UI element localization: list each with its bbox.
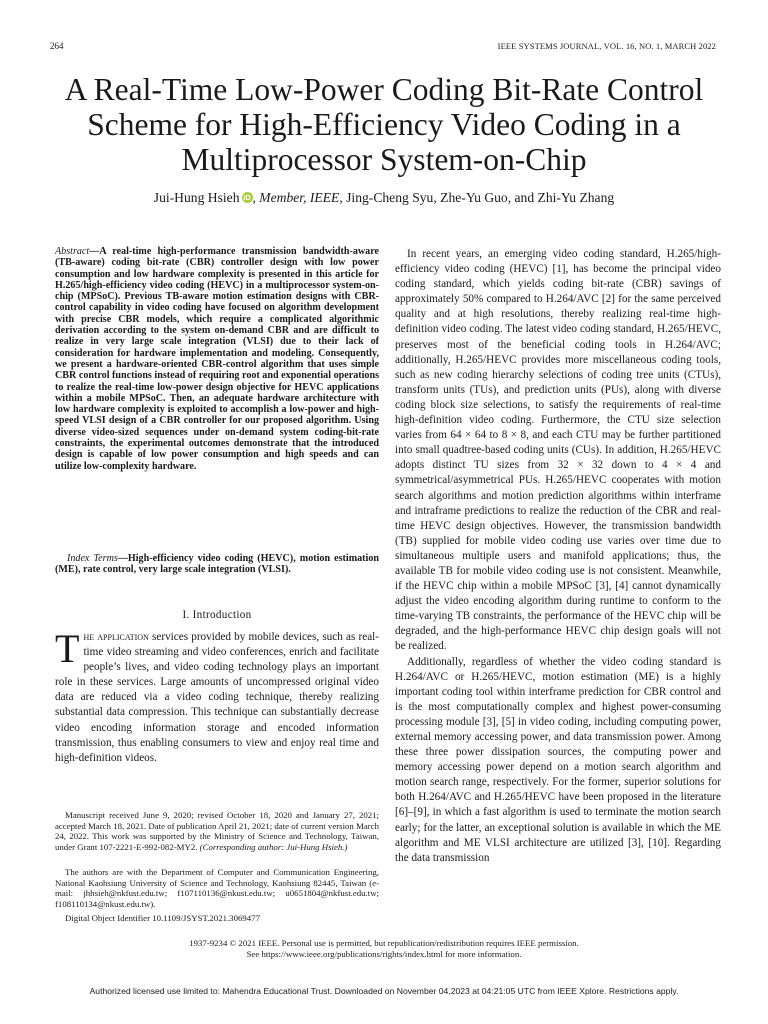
title-line-3: Multiprocessor System-on-Chip <box>181 142 587 177</box>
index-terms-text: —High-efficiency video coding (HEVC), motion estimation (ME), rate control, very large scale integration (VLSI). <box>55 553 379 576</box>
copyright-line-2[interactable]: See https://www.ieee.org/publications/rights/index.html for more information. <box>246 949 522 959</box>
section-heading: I. Introduction <box>182 609 252 621</box>
running-head: IEEE SYSTEMS JOURNAL, VOL. 16, NO. 1, MARCH 2022 <box>497 41 716 51</box>
footnote-received <box>55 810 379 852</box>
author-rest: , Jing-Cheng Syu, Zhe-Yu Guo, and Zhi-Yu Zhang <box>339 190 615 205</box>
right-column <box>395 247 721 866</box>
abstract-text: —A real-time high-performance transmission bandwidth-aware (TB-aware) coding bit-rate (CBR) controller design with low power consumption and low hardware complexity is presented in this article for H.265/high-efficiency video coding (HEVC) in a multiprocessor system-on-chip (MPSoC). Previous TB-aware motion estimation designs with CBR-control capability in video coding have focused on algorithm development with precise CBR models, which require a complicated algorithmic derivation according to the system on-demand CBR and are difficult to realize in very large scale integration (VLSI) due to their lack of consideration for hardware implementation and modeling. Consequently, we present a hardware-oriented CBR-control algorithm that uses simple CBR control functions instead of requiring root and exponential operations to realize the real-time low-power design objective for HEVC applications within a mobile MPSoC. Then, an adequate hardware architecture with low hardware complexity is exploited to accomplish a low-power and high-speed VLSI design of a CBR controller for our proposed algorithm. Using diverse video-sized sequences under on-demand system coding-bit-rate constraints, the experimental outcomes demonstrate that the introduced design is capable of low power consumption and high speeds and can utilize low-complexity hardware. <box>55 246 379 472</box>
footnote-corresponding: (Corresponding author: Jui-Hung Hsieh.) <box>199 841 348 852</box>
footnote-affiliation: The authors are with the Department of Computer and Communication Engineering, National Kaohsiung University of Science and Technology, Kaohsiung 82445, Taiwan (e-mail: jhhsieh@nkfust.edu.tw; f107110136@nkust.edu.tw; u0651804@nkfust.edu.tw; f108110134@nkust.edu.tw). <box>55 867 379 909</box>
index-terms <box>55 553 379 576</box>
intro-first-words: he application <box>83 631 149 643</box>
author-first: Jui-Hung Hsieh <box>153 190 240 205</box>
intro-text: services provided by mobile devices, such as real-time video streaming and video conferences, enrich and facilitate people’s lives, and video coding technology plays an important role in these services. Large amounts of uncompressed original video data are reduced via a video coding technique, thereby realizing substantial data compression. This technique can substantially decrease video encoding information storage and encoded information transmission, thus enabling consumers to view and enjoy real time and high-definition videos. <box>55 631 379 764</box>
license-notice: Authorized licensed use limited to: Mahendra Educational Trust. Downloaded on November 04,2023 at 04:21:05 UTC from IEEE Xplore. Restrictions apply. <box>89 986 679 996</box>
body-paragraph-2: Additionally, regardless of whether the video coding standard is H.264/AVC or H.265/HEVC, motion estimation (ME) is a highly important coding tool within interframe prediction for CBR control and is the most computationally complex and highest power-consuming processing module [3], [5] in video coding, including computing power, external memory accessing power, and data transmission power. Among these three power dissipation sources, the computing power and memory accessing power depend on a motion search algorithm and motion search range, respectively. For the former, superior solutions for both H.264/AVC and H.265/HEVC have been proposed in the literature [6]–[9], in which a fast algorithm is used to terminate the motion search early; for the latter, an exceptional solution is available in which the ME algorithm and ME VLSI architecture are utilized [3], [10]. Regarding the data transmission <box>395 655 721 864</box>
intro-paragraph <box>55 626 379 766</box>
page-number: 264 <box>50 41 64 51</box>
author-list <box>40 190 728 206</box>
paper-title <box>40 72 728 177</box>
abstract-label: Abstract <box>55 246 90 257</box>
copyright-line-1: 1937-9234 © 2021 IEEE. Personal use is permitted, but republication/redistribution requires IEEE permission. <box>189 938 579 948</box>
body-paragraph-1: In recent years, an emerging video coding standard, H.265/high-efficiency video coding (HEVC) [1], has become the principal video coding standard, which yields coding bit-rate (CBR) savings of approximately 50% compared to H.264/AVC [2] for the same perceived quality and at high resolutions, thereby realizing real-time high-definition video coding. The latest video coding standard, H.265/HEVC, preserves most of the beneficial coding tools in H.264/AVC; additionally, H.265/HEVC provides more miscellaneous coding tools, such as new coding hierarchy selections of coding tree units (CTUs), transform units (TUs), and prediction units (PUs), along with diverse coding block size selections, to satisfy the requirements of real-time high-definition video coding. Furthermore, the CTU size selection varies from 64 × 64 to 8 × 8, and each CTU may be further partitioned into small quadtree-based coding units (CUs). In addition, H.265/HEVC adopts distinct TU sizes from 32 × 32 down to 4 × 4 and symmetrical/asymmetrical PUs. H.265/HEVC cooperates with motion search algorithms and motion prediction algorithms within interframe and intraframe predictions to realize the reduction of the CBR and real-time HEVC design objectives. However, the transmission bandwidth (TB) supplied for mobile video coding use varies over time due to simultaneous multiple users and manifold applications; thus, the available TB for mobile video coding use is not consistent. Meanwhile, if the HEVC chip within a mobile MPSoC [3], [4] cannot dynamically adjust the video encoding algorithm during runtime to conform to the time-varying TB constraints, the performance of the HEVC chip will be degraded, and the high-performance HEVC chip design goals will not be realized. <box>395 248 721 653</box>
orcid-icon[interactable]: iD <box>243 193 251 202</box>
author-membership: , Member, IEEE <box>252 190 340 205</box>
abstract <box>55 246 379 472</box>
copyright-notice <box>40 938 728 960</box>
footnote-received-text: Manuscript received June 9, 2020; revised October 18, 2020 and January 27, 2021; accepted March 18, 2021. Date of publication April 21, 2021; date of current version March 24, 2022. This work was supported by the Ministry of Science and Technology, Taiwan, under Grant 107-2221-E-992-082-MY2. <box>55 810 379 852</box>
drop-cap: T <box>55 626 80 671</box>
title-line-2: Scheme for High-Efficiency Video Coding in a <box>87 107 681 142</box>
title-line-1: A Real-Time Low-Power Coding Bit-Rate Control <box>64 72 704 107</box>
footnote-doi: Digital Object Identifier 10.1109/JSYST.2021.3069477 <box>65 913 260 923</box>
index-terms-label: Index Terms <box>67 553 118 564</box>
